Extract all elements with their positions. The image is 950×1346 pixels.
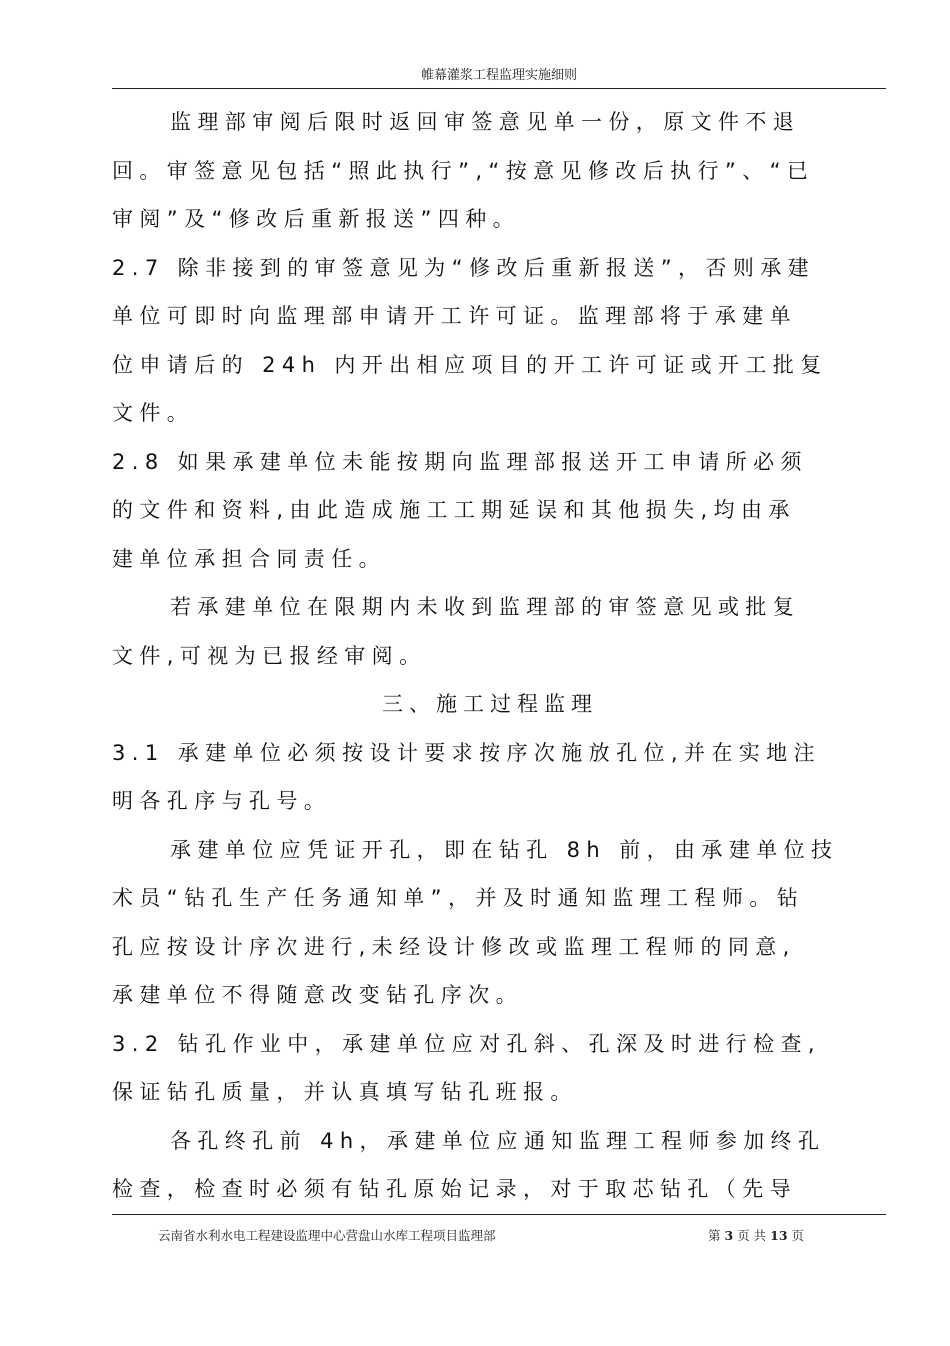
- paragraph-line: 承建单位应凭证开孔，即在钻孔 8h 前，由承建单位技: [170, 837, 839, 862]
- paragraph-line: 术员“钻孔生产任务通知单”，并及时通知监理工程师。钻: [112, 886, 805, 910]
- paragraph-line: 文件。: [112, 401, 195, 425]
- paragraph-line: 文件,可视为已报经审阅。: [112, 643, 427, 668]
- clause-2-8-line: 2.8 如果承建单位未能按期向监理部报送开工申请所必须: [112, 449, 808, 474]
- section-heading: 三、施工过程监理: [382, 692, 598, 716]
- paragraph-line: 保证钻孔质量，并认真填写钻孔班报。: [112, 1080, 578, 1104]
- paragraph-line: 检查，检查时必须有钻孔原始记录，对于取芯钻孔（先导: [112, 1177, 797, 1201]
- paragraph-line: 孔应按设计序次进行,未经设计修改或监理工程师的同意,: [112, 934, 796, 959]
- header-rule: [112, 88, 886, 89]
- paragraph-line: 的文件和资料,由此造成施工工期延误和其他损失,均由承: [112, 498, 796, 522]
- paragraph-line: 承建单位不得随意改变钻孔序次。: [112, 983, 523, 1007]
- clause-2-7-line: 2.7 除非接到的审签意见为“修改后重新报送”，否则承建: [112, 255, 816, 280]
- paragraph-line: 监理部审阅后限时返回审签意见单一份，原文件不退: [170, 110, 801, 134]
- paragraph-line: 建单位承担合同责任。: [112, 546, 386, 571]
- clause-3-1-line: 3.1 承建单位必须按设计要求按序次施放孔位,并在实地注: [112, 740, 821, 765]
- page-prefix: 第: [708, 1228, 721, 1243]
- page-mid: 页 共: [737, 1228, 767, 1243]
- clause-3-2-line: 3.2 钻孔作业中，承建单位应对孔斜、孔深及时进行检查,: [112, 1031, 821, 1056]
- paragraph-line: 审阅”及“修改后重新报送”四种。: [112, 207, 521, 231]
- page-current: 3: [724, 1228, 734, 1243]
- body-text: [112, 98, 868, 1214]
- paragraph-line: 各孔终孔前 4h，承建单位应通知监理工程师参加终孔: [170, 1128, 826, 1153]
- paragraph-line: 位申请后的 24h 内开出相应项目的开工许可证或开工批复: [112, 352, 828, 377]
- page-suffix: 页: [791, 1228, 805, 1243]
- footer-rule: [112, 1214, 886, 1215]
- page-total: 13: [770, 1228, 788, 1243]
- page-number: [708, 1226, 804, 1244]
- paragraph-line: 明各孔序与孔号。: [112, 789, 332, 813]
- footer-organization: 云南省水利水电工程建设监理中心营盘山水库工程项目监理部: [158, 1228, 496, 1243]
- paragraph-line: 单位可即时向监理部申请开工许可证。监理部将于承建单: [112, 304, 797, 328]
- paragraph-line: 若承建单位在限期内未收到监理部的审签意见或批复: [170, 595, 801, 619]
- running-header: 帷幕灌浆工程监理实施细则: [420, 68, 577, 83]
- paragraph-line: 回。审签意见包括“照此执行”,“按意见修改后执行”、“已: [112, 158, 815, 183]
